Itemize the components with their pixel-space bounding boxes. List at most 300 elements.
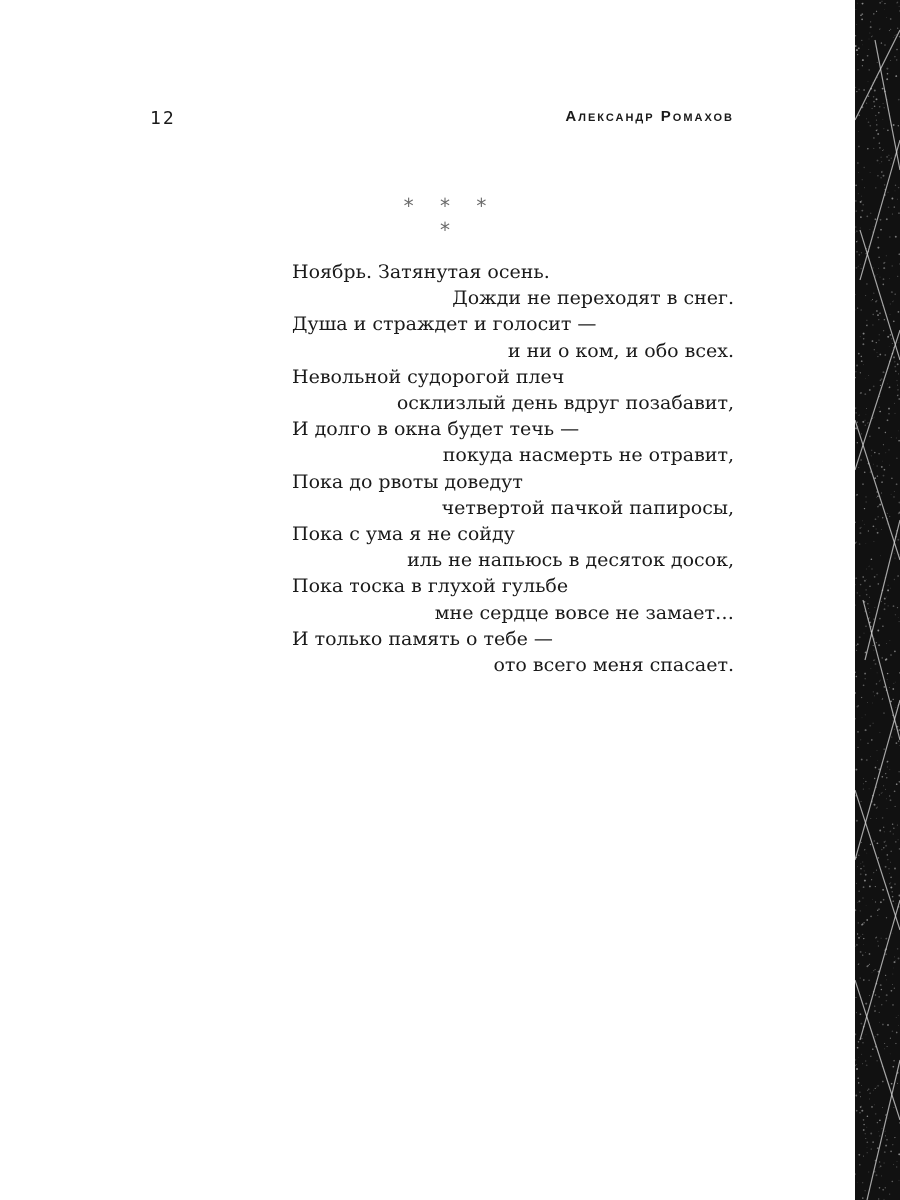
speckle	[873, 293, 874, 294]
speckle	[881, 657, 883, 659]
speckle	[881, 529, 882, 530]
speckle	[895, 961, 896, 962]
speckle	[879, 407, 880, 408]
speckle	[857, 866, 858, 867]
speckle	[857, 1182, 858, 1183]
speckle	[868, 980, 869, 981]
strand-line	[860, 230, 900, 360]
speckle	[875, 1088, 876, 1089]
speckle	[882, 792, 883, 793]
strand-line	[855, 30, 900, 120]
speckle	[875, 969, 876, 970]
speckle	[867, 1116, 869, 1118]
speckle	[876, 818, 877, 819]
speckle	[855, 1065, 856, 1067]
speckle	[893, 356, 895, 358]
speckle	[863, 789, 864, 790]
speckle	[892, 1181, 893, 1182]
speckle	[894, 403, 895, 404]
speckle	[862, 343, 864, 345]
speckle	[881, 849, 882, 850]
speckle	[883, 686, 885, 688]
speckle	[872, 899, 873, 900]
speckle	[884, 184, 886, 186]
speckle	[878, 427, 880, 429]
speckle	[897, 385, 898, 386]
speckle	[862, 421, 864, 423]
speckle	[863, 3, 864, 4]
strand-line	[860, 140, 900, 280]
speckle	[870, 21, 871, 22]
speckle	[874, 1104, 875, 1105]
speckle	[863, 633, 864, 634]
speckle	[892, 343, 893, 344]
speckle	[877, 574, 878, 575]
speckle	[862, 576, 864, 578]
poem-line: Пока до рвоты доведут	[292, 470, 523, 493]
speckle	[890, 29, 891, 30]
speckle	[886, 597, 887, 598]
speckle	[856, 542, 857, 543]
speckle	[857, 54, 858, 55]
speckle	[882, 1024, 884, 1026]
speckle	[873, 970, 874, 971]
speckle	[897, 199, 898, 200]
speckle	[874, 638, 875, 639]
speckle	[869, 725, 871, 727]
poem-line: Невольной судорогой плеч	[292, 365, 565, 388]
speckle	[874, 477, 876, 479]
speckle	[896, 1166, 897, 1167]
speckle	[894, 956, 895, 957]
speckle	[883, 175, 885, 177]
speckle	[894, 651, 896, 653]
speckle	[895, 1043, 896, 1044]
speckle	[857, 241, 858, 242]
speckle	[866, 103, 867, 104]
speckle	[884, 608, 886, 610]
speckle	[878, 506, 879, 507]
strand-line	[865, 520, 900, 660]
speckle	[856, 650, 857, 651]
speckle	[858, 1057, 859, 1058]
speckle	[855, 997, 856, 998]
speckle	[892, 1031, 894, 1033]
speckle	[878, 996, 880, 998]
speckle	[876, 692, 878, 694]
speckle	[860, 372, 861, 373]
speckle	[860, 216, 862, 218]
speckle	[855, 946, 856, 947]
speckle	[867, 743, 868, 744]
speckle	[869, 953, 871, 955]
speckle	[882, 1107, 883, 1108]
speckle	[856, 883, 857, 884]
speckle	[861, 801, 862, 802]
speckle	[856, 1110, 858, 1112]
speckle	[897, 539, 899, 541]
speckle	[872, 324, 873, 325]
speckle	[890, 887, 891, 888]
speckle	[861, 13, 863, 15]
speckle	[884, 841, 886, 843]
speckle	[855, 200, 856, 201]
speckle	[892, 974, 893, 975]
speckle	[861, 40, 862, 41]
speckle	[869, 1099, 870, 1100]
speckle	[875, 663, 877, 665]
speckle	[891, 478, 892, 479]
speckle	[855, 1033, 856, 1035]
speckle	[882, 517, 883, 518]
speckle	[882, 1, 883, 2]
speckle	[889, 795, 890, 796]
speckle	[892, 933, 893, 934]
speckle	[867, 1152, 868, 1153]
speckle	[892, 265, 893, 266]
speckle	[865, 1138, 866, 1139]
speckle	[887, 767, 888, 768]
speckle	[881, 171, 883, 173]
speckle	[857, 933, 858, 934]
speckle	[883, 103, 884, 104]
speckle	[877, 465, 878, 466]
speckle	[875, 901, 876, 902]
speckle	[873, 101, 875, 103]
speckle	[890, 314, 891, 315]
speckle	[888, 408, 890, 410]
poem-text	[292, 259, 734, 678]
speckle	[877, 77, 878, 78]
speckle	[855, 267, 857, 269]
speckle	[870, 1055, 872, 1057]
speckle	[860, 14, 862, 16]
speckle	[873, 137, 874, 138]
speckle	[873, 645, 874, 646]
speckle	[893, 834, 894, 835]
strand-line	[867, 1060, 900, 1200]
speckle	[894, 366, 896, 368]
speckle	[886, 17, 887, 18]
speckle	[894, 790, 896, 792]
speckle	[885, 452, 886, 453]
speckle	[861, 1110, 863, 1112]
speckle	[884, 354, 886, 356]
speckle	[862, 45, 863, 46]
speckle	[865, 1060, 866, 1061]
speckle	[890, 18, 892, 20]
speckle	[872, 1048, 874, 1050]
speckle	[886, 643, 887, 644]
speckle	[895, 370, 896, 371]
speckle	[898, 1015, 899, 1016]
speckle	[870, 125, 872, 127]
speckle	[862, 204, 864, 206]
speckle	[862, 1182, 863, 1183]
speckle	[880, 229, 882, 231]
speckle	[872, 1141, 873, 1142]
speckle	[897, 363, 899, 365]
speckle	[876, 11, 877, 12]
speckle	[869, 39, 870, 40]
speckle	[855, 309, 856, 310]
speckle	[897, 395, 899, 397]
speckle	[887, 73, 889, 75]
speckle	[897, 276, 898, 277]
speckle	[879, 312, 881, 314]
speckle	[879, 29, 880, 30]
speckle	[890, 588, 891, 589]
speckle	[862, 65, 863, 66]
speckle	[890, 60, 891, 61]
speckle	[889, 346, 890, 347]
speckle	[886, 994, 888, 996]
speckle	[885, 789, 886, 790]
speckle	[865, 420, 866, 421]
speckle	[859, 415, 860, 416]
speckle	[858, 89, 860, 91]
speckle	[855, 522, 856, 523]
speckle	[899, 621, 900, 622]
speckle	[865, 874, 867, 876]
speckle	[865, 378, 866, 379]
speckle	[881, 601, 882, 602]
speckle	[873, 650, 874, 651]
speckle	[875, 1036, 876, 1037]
speckle	[857, 731, 859, 733]
speckle	[868, 1088, 869, 1089]
speckle	[893, 1060, 895, 1062]
speckle	[895, 413, 896, 414]
speckle	[896, 1032, 898, 1034]
speckle	[855, 769, 857, 771]
speckle	[897, 1083, 898, 1084]
speckle	[868, 965, 869, 966]
speckle	[890, 876, 892, 878]
speckle	[885, 659, 887, 661]
speckle	[866, 853, 867, 854]
speckle	[880, 555, 881, 556]
speckle	[877, 910, 878, 911]
speckle	[892, 688, 894, 690]
speckle	[871, 668, 872, 669]
speckle	[877, 673, 878, 674]
page-number: 12	[150, 108, 176, 129]
speckle	[861, 1023, 863, 1025]
speckle	[879, 354, 881, 356]
speckle	[897, 948, 898, 949]
speckle	[879, 1187, 880, 1188]
speckle	[862, 59, 864, 61]
speckle	[894, 361, 895, 362]
speckle	[883, 475, 885, 477]
speckle	[863, 1119, 865, 1121]
speckle	[869, 586, 871, 588]
speckle	[862, 520, 863, 521]
speckle	[892, 214, 893, 215]
speckle	[863, 684, 865, 686]
speckle	[889, 769, 890, 770]
speckle	[871, 1106, 873, 1108]
speckle	[893, 901, 894, 902]
poem-line: И долго в окна будет течь —	[292, 418, 580, 441]
speckle	[885, 1131, 886, 1132]
speckle	[888, 155, 889, 156]
speckle	[860, 227, 861, 228]
speckle	[877, 352, 878, 353]
speckle	[855, 1059, 856, 1060]
speckle	[860, 739, 861, 740]
speckle	[860, 863, 861, 864]
speckle	[872, 314, 873, 315]
speckle	[874, 90, 876, 92]
speckle	[898, 99, 900, 101]
speckle	[897, 1161, 898, 1162]
speckle	[863, 89, 865, 91]
speckle	[888, 605, 889, 606]
speckle	[878, 857, 879, 858]
speckle	[874, 105, 876, 107]
speckle	[868, 69, 870, 71]
speckle	[883, 712, 884, 713]
speckle	[869, 789, 870, 790]
speckle	[880, 680, 881, 681]
speckle	[872, 82, 873, 83]
speckle	[890, 831, 891, 832]
speckle	[880, 901, 882, 903]
speckle	[889, 687, 890, 688]
speckle	[882, 88, 884, 90]
speckle	[864, 393, 866, 395]
speckle	[880, 177, 881, 178]
speckle	[873, 1090, 874, 1091]
speckle	[873, 619, 874, 620]
speckle	[893, 699, 894, 700]
speckle	[862, 862, 863, 863]
speckle	[887, 1024, 889, 1026]
speckle	[896, 34, 897, 35]
speckle	[863, 167, 864, 168]
speckle	[890, 304, 891, 305]
speckle	[871, 450, 872, 451]
speckle	[858, 747, 859, 748]
speckle	[865, 589, 867, 591]
speckle	[875, 607, 876, 608]
speckle	[894, 155, 895, 156]
speckle	[896, 707, 897, 708]
speckle	[875, 937, 876, 938]
speckle	[881, 161, 882, 162]
speckle	[865, 729, 867, 731]
speckle	[863, 866, 864, 867]
speckle	[866, 408, 867, 409]
speckle	[860, 1013, 862, 1015]
speckle	[866, 216, 868, 218]
speckle	[858, 415, 859, 416]
speckle	[865, 952, 866, 953]
speckle	[868, 96, 869, 97]
speckle	[859, 532, 861, 534]
speckle	[894, 553, 895, 554]
speckle	[858, 266, 859, 267]
speckle	[855, 45, 857, 47]
speckle	[884, 1048, 885, 1049]
speckle	[877, 247, 879, 249]
speckle	[886, 255, 887, 256]
speckle	[867, 55, 869, 57]
speckle	[880, 984, 882, 986]
speckle	[872, 36, 873, 37]
speckle	[866, 1034, 867, 1035]
speckle	[883, 748, 885, 750]
speckle	[894, 729, 895, 730]
speckle	[896, 904, 897, 905]
speckle	[876, 683, 878, 685]
speckle	[885, 841, 886, 842]
speckle	[856, 1068, 858, 1070]
speckle	[880, 219, 882, 221]
speckle	[882, 1128, 883, 1129]
speckle	[867, 1147, 868, 1148]
speckle	[888, 868, 889, 869]
speckle	[896, 59, 897, 60]
speckle	[856, 706, 858, 708]
speckle	[892, 301, 893, 302]
speckle	[880, 163, 881, 164]
speckle	[862, 717, 863, 718]
speckle	[868, 246, 869, 247]
speckle	[882, 1189, 884, 1191]
poem-line: Дожди не переходят в снег.	[452, 287, 734, 310]
speckle	[881, 42, 882, 43]
speckle	[879, 1161, 880, 1162]
speckle	[880, 385, 881, 386]
speckle	[884, 44, 886, 46]
speckle	[866, 759, 868, 761]
speckle	[881, 938, 882, 939]
speckle	[891, 291, 893, 293]
speckle	[876, 120, 877, 121]
speckle	[894, 491, 895, 492]
speckle	[875, 1113, 877, 1115]
speckle	[862, 1063, 863, 1064]
speckle	[881, 792, 882, 793]
speckle	[892, 984, 893, 985]
speckle	[855, 692, 856, 694]
speckle	[886, 980, 887, 981]
speckle	[887, 761, 889, 763]
speckle	[895, 35, 896, 36]
speckle	[868, 375, 869, 376]
speckle	[875, 518, 877, 520]
speckle	[864, 870, 865, 871]
speckle	[885, 1145, 887, 1147]
speckle	[885, 866, 887, 868]
speckle	[866, 283, 868, 285]
speckle	[873, 840, 875, 842]
speckle	[899, 1180, 900, 1181]
speckle	[873, 525, 875, 527]
speckle	[859, 1092, 860, 1093]
speckle	[898, 125, 899, 126]
speckle	[876, 310, 878, 312]
speckle	[893, 301, 894, 302]
speckle	[879, 2, 881, 4]
speckle	[869, 612, 870, 613]
speckle	[880, 680, 881, 681]
speckle	[856, 676, 857, 677]
speckle	[865, 424, 866, 425]
